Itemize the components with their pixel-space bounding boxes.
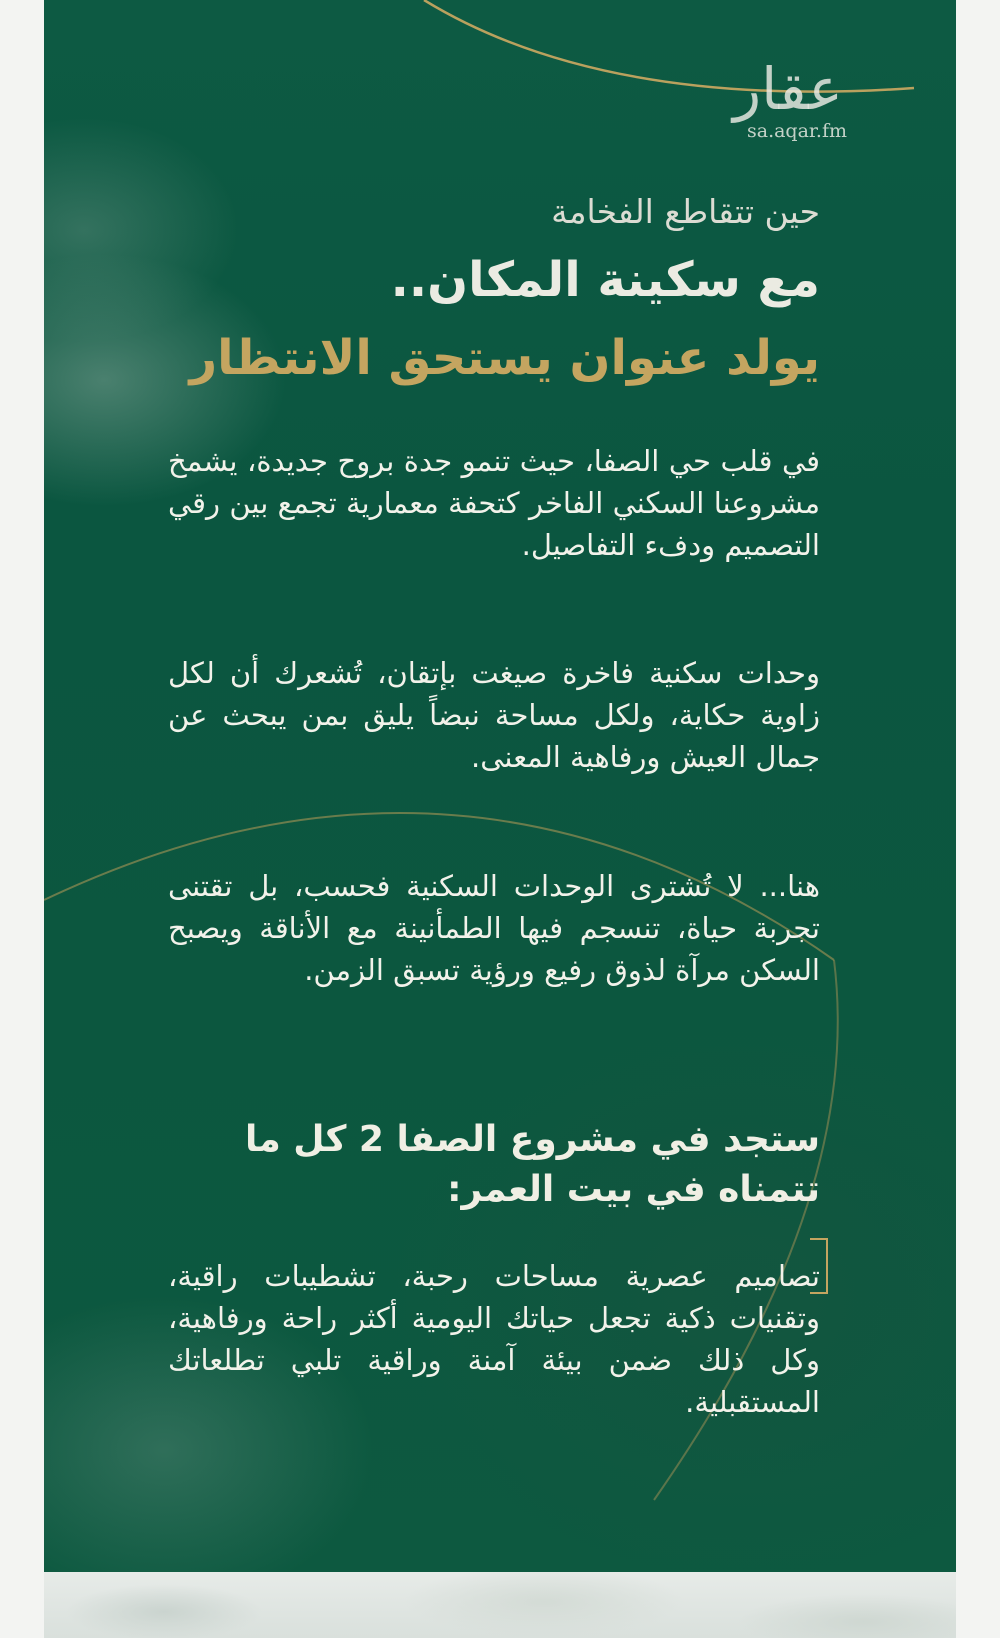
project-subheading: ستجد في مشروع الصفا 2 كل ما تتمناه في بيت العمر: bbox=[244, 1119, 820, 1210]
promo-poster bbox=[44, 0, 956, 1572]
left-margin bbox=[0, 0, 44, 1638]
next-image-preview bbox=[44, 1572, 956, 1638]
headline-line-3: يولد عنوان يستحق الانتظار bbox=[189, 330, 820, 386]
paragraph-features: تصاميم عصرية مساحات رحبة، تشطيبات راقية، وتقنيات ذكية تجعل حياتك اليومية أكثر راحة ورفاهية، وكل ذلك ضمن بيئة آمنة وراقية تلبي تطلعاتك المستقبلية. bbox=[168, 1259, 820, 1419]
logo-wordmark: عقار bbox=[733, 55, 843, 123]
paragraph-units: وحدات سكنية فاخرة صيغت بإتقان، تُشعرك أن لكل زاوية حكاية، ولكل مساحة نبضاً يليق بمن يبحث عن جمال العيش ورفاهية المعنى. bbox=[168, 656, 820, 774]
aqar-logo bbox=[708, 55, 868, 142]
paragraph-experience: هنا... لا تُشترى الوحدات السكنية فحسب، بل تقتنى تجربة حياة، تنسجم فيها الطمأنينة مع الأناقة ويصبح السكن مرآة لذوق رفيع ورؤية تسبق الزمن. bbox=[168, 869, 820, 987]
headline-line-1: حين تتقاطع الفخامة bbox=[551, 192, 820, 231]
paragraph-intro: في قلب حي الصفا، حيث تنمو جدة بروح جديدة، يشمخ مشروعنا السكني الفاخر كتحفة معمارية تجمع بين رقي التصميم ودفء التفاصيل. bbox=[168, 444, 820, 562]
logo-url: sa.aqar.fm bbox=[746, 120, 848, 142]
headline-line-2: مع سكينة المكان.. bbox=[390, 252, 820, 308]
right-margin bbox=[956, 0, 1000, 1638]
